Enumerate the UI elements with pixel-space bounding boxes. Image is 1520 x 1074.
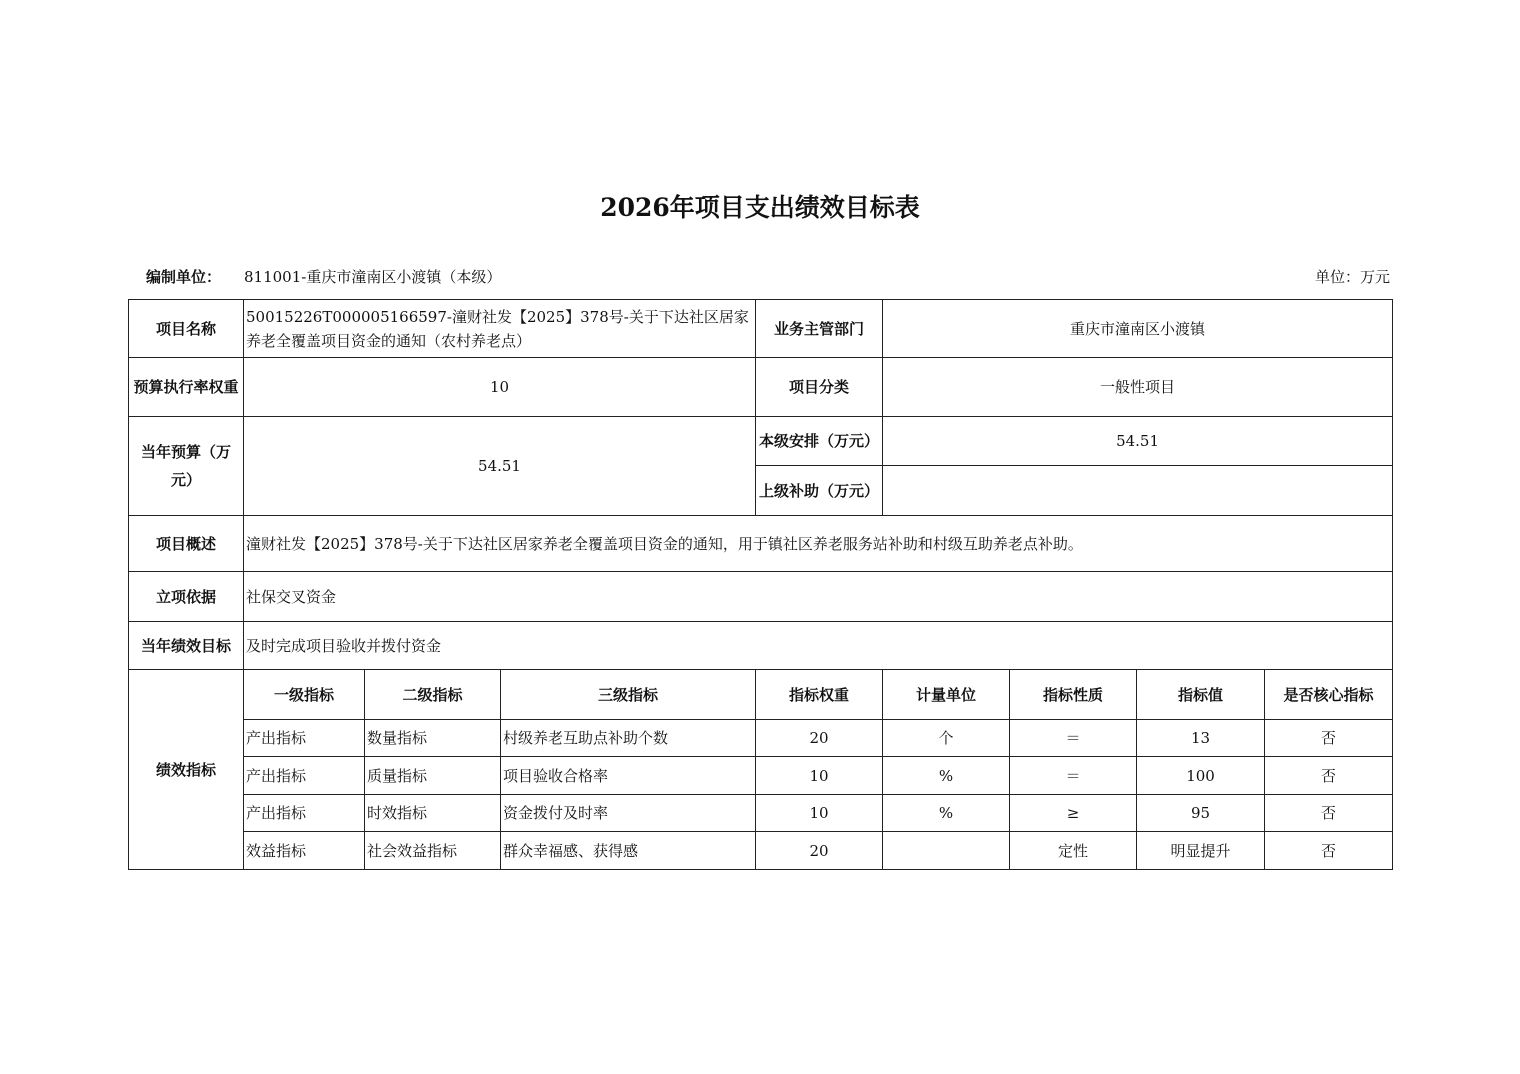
local-budget-label: 本级安排（万元） (756, 417, 883, 466)
header-level2: 二级指标 (365, 670, 501, 720)
exec-rate-value: 10 (244, 358, 756, 417)
row-level1: 产出指标 (244, 795, 365, 832)
row-weight: 20 (756, 832, 883, 870)
overview-value: 潼财社发【2025】378号-关于下达社区居家养老全覆盖项目资金的通知，用于镇社区养老服务站补助和村级互助养老点补助。 (244, 516, 1393, 572)
header-level3: 三级指标 (501, 670, 756, 720)
row-level1: 效益指标 (244, 832, 365, 870)
basis-value: 社保交叉资金 (244, 572, 1393, 622)
dept-label: 业务主管部门 (756, 300, 883, 358)
overview-label: 项目概述 (129, 516, 244, 572)
row-value: 明显提升 (1137, 832, 1265, 870)
row-level3: 项目验收合格率 (501, 757, 756, 795)
row-weight: 20 (756, 720, 883, 757)
row-level3: 村级养老互助点补助个数 (501, 720, 756, 757)
row-core: 否 (1265, 832, 1393, 870)
row-level3: 资金拨付及时率 (501, 795, 756, 832)
header-value: 指标值 (1137, 670, 1265, 720)
upper-subsidy-label: 上级补助（万元） (756, 466, 883, 516)
upper-subsidy-value (883, 466, 1393, 516)
table-row (129, 832, 1393, 870)
project-name-value: 50015226T000005166597-潼财社发【2025】378号-关于下达社区居家养老全覆盖项目资金的通知（农村养老点） (244, 300, 756, 358)
row-core: 否 (1265, 757, 1393, 795)
exec-rate-label: 预算执行率权重 (129, 358, 244, 417)
row-level2: 时效指标 (365, 795, 501, 832)
budget-value: 54.51 (244, 417, 756, 516)
row-nature: 定性 (1010, 832, 1137, 870)
row-weight: 10 (756, 757, 883, 795)
currency-unit: 单位：万元 (1314, 268, 1390, 286)
row-unit: % (883, 757, 1010, 795)
project-name-label: 项目名称 (129, 300, 244, 358)
category-label: 项目分类 (756, 358, 883, 417)
table-row (129, 757, 1393, 795)
row-core: 否 (1265, 720, 1393, 757)
row-level3: 群众幸福感、获得感 (501, 832, 756, 870)
basis-label: 立项依据 (129, 572, 244, 622)
table-row (129, 720, 1393, 757)
category-value: 一般性项目 (883, 358, 1393, 417)
header-core: 是否核心指标 (1265, 670, 1393, 720)
local-budget-value: 54.51 (883, 417, 1393, 466)
header-level1: 一级指标 (244, 670, 365, 720)
row-unit (883, 832, 1010, 870)
row-nature: ＝ (1010, 720, 1137, 757)
dept-value: 重庆市潼南区小渡镇 (883, 300, 1393, 358)
goal-value: 及时完成项目验收并拨付资金 (244, 622, 1393, 670)
row-level2: 数量指标 (365, 720, 501, 757)
row-weight: 10 (756, 795, 883, 832)
header-weight: 指标权重 (756, 670, 883, 720)
header-unit: 计量单位 (883, 670, 1010, 720)
goal-label: 当年绩效目标 (129, 622, 244, 670)
row-level2: 质量指标 (365, 757, 501, 795)
header-nature: 指标性质 (1010, 670, 1137, 720)
row-nature: ≥ (1010, 795, 1137, 832)
row-unit: % (883, 795, 1010, 832)
table-row (129, 795, 1393, 832)
row-value: 100 (1137, 757, 1265, 795)
row-unit: 个 (883, 720, 1010, 757)
page-title: 2026年项目支出绩效目标表 (600, 193, 920, 222)
indicators-label: 绩效指标 (129, 670, 244, 870)
row-level1: 产出指标 (244, 720, 365, 757)
row-level2: 社会效益指标 (365, 832, 501, 870)
row-value: 95 (1137, 795, 1265, 832)
unit-label: 编制单位： (146, 268, 222, 286)
row-nature: ＝ (1010, 757, 1137, 795)
budget-label: 当年预算（万元） (129, 417, 244, 516)
row-core: 否 (1265, 795, 1393, 832)
performance-table (128, 299, 1393, 870)
row-level1: 产出指标 (244, 757, 365, 795)
row-value: 13 (1137, 720, 1265, 757)
unit-value: 811001-重庆市潼南区小渡镇（本级） (244, 268, 502, 286)
